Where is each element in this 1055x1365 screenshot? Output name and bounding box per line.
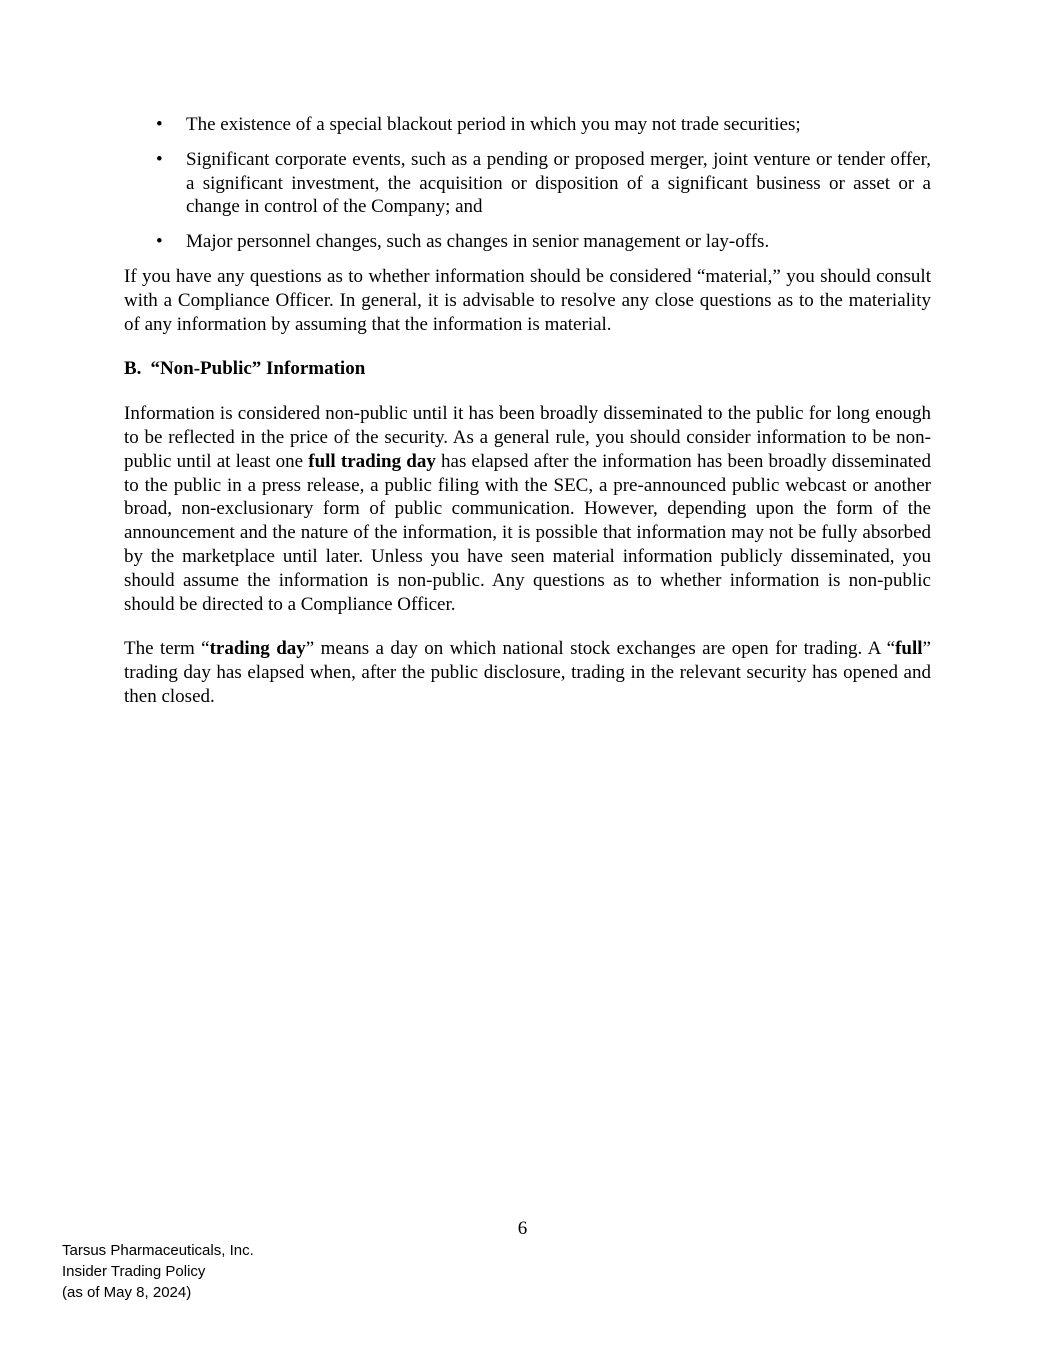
paragraph-text: The term “ — [124, 638, 210, 660]
non-public-paragraph — [124, 402, 931, 616]
bullet-text: Major personnel changes, such as changes in senior management or lay-offs. — [186, 231, 770, 253]
paragraph-text: has elapsed after the information has been broadly disseminated to the public in a press release, a public filing with the SEC, a pre-announced public webcast or another broad, non-exclusionary form of public communication. However, depending upon the form of the announcement and the nature of the information, it is possible that information may not be fully absorbed by the marketplace until later. Unless you have seen material information publicly disseminated, you should assume the information is non-public. Any questions as to whether information is non-public should be directed to a Compliance Officer. — [124, 450, 931, 615]
bold-term: full — [895, 638, 923, 660]
bullet-text: Significant corporate events, such as a pending or proposed merger, joint venture or tender offer, a significant investment, the acquisition or disposition of a significant business or asset or a change in control of the Company; and — [186, 148, 931, 218]
footer-document-title: Insider Trading Policy — [62, 1263, 206, 1280]
bold-term: trading day — [209, 638, 306, 660]
bullet-icon: • — [156, 231, 163, 253]
section-title: “Non-Public” Information — [150, 358, 366, 380]
document-body — [124, 113, 931, 730]
list-item — [124, 113, 931, 137]
paragraph-text: ” means a day on which national stock exchanges are open for trading. A “ — [305, 638, 896, 660]
section-heading — [124, 357, 931, 381]
section-number: B. — [124, 358, 142, 380]
footer-date: (as of May 8, 2024) — [62, 1284, 192, 1301]
page-number: 6 — [517, 1218, 528, 1239]
bullet-text: The existence of a special blackout period in which you may not trade securities; — [186, 114, 801, 135]
bullet-icon: • — [156, 148, 163, 170]
paragraph-text: Information is considered non-public until it has been broadly disseminated to the public for long enough to be reflected in the price of the security. As a general rule, you should consider information to be non-public until at least one — [124, 403, 931, 472]
list-item — [124, 148, 931, 219]
list-item — [124, 230, 931, 254]
bold-term: full trading day — [308, 450, 436, 472]
paragraph-text: ” trading day has elapsed when, after the public disclosure, trading in the relevant security has opened and then closed. — [124, 638, 931, 707]
footer-company: Tarsus Pharmaceuticals, Inc. — [62, 1242, 254, 1259]
materiality-examples-list — [124, 113, 931, 254]
materiality-paragraph: If you have any questions as to whether information should be considered “material,” you should consult with a Compliance Officer. In general, it is advisable to resolve any close questions as to the materiality of any information by assuming that the information is material. — [124, 265, 931, 335]
footer — [62, 1240, 254, 1303]
trading-day-definition-paragraph — [124, 637, 931, 708]
bullet-icon: • — [156, 114, 163, 135]
